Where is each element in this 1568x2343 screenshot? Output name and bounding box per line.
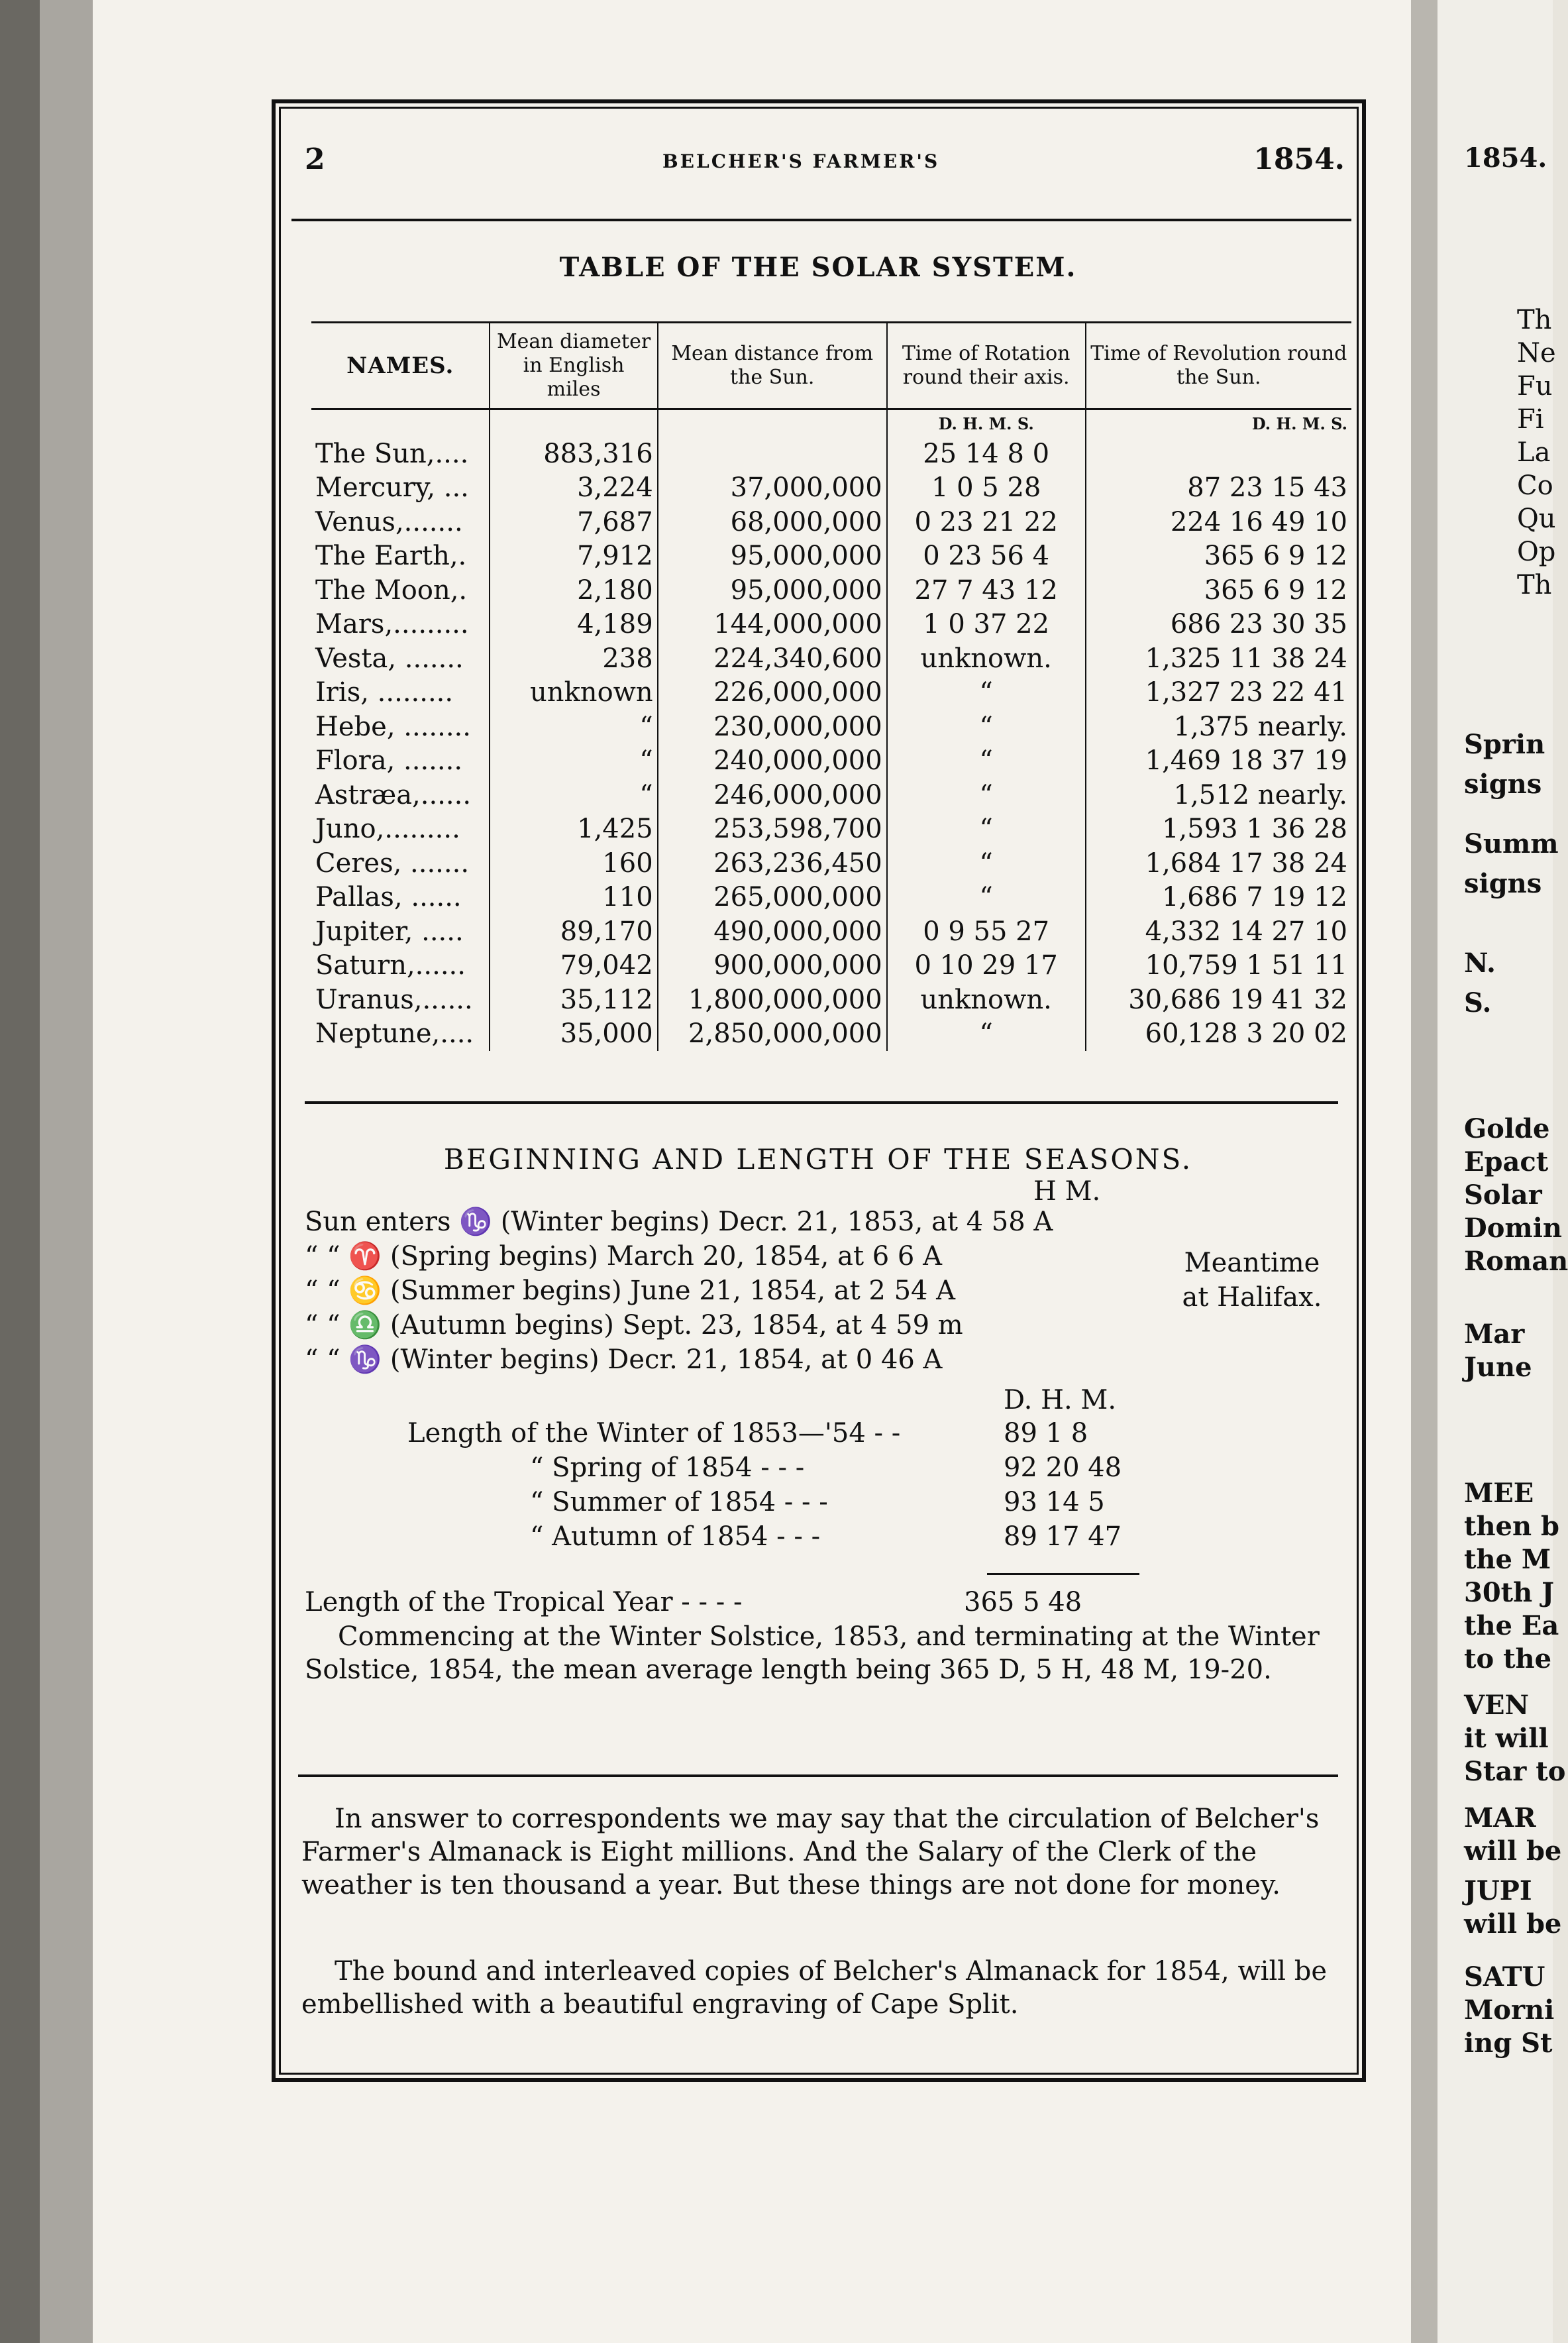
rotation-time: unknown. (887, 641, 1086, 676)
mean-distance: 490,000,000 (658, 914, 887, 949)
table-row (311, 676, 1351, 710)
solar-system-table (311, 321, 1351, 1051)
rotation-time: 25 14 8 0 (887, 437, 1086, 471)
season-length-label: “ Spring of 1854 - - - (530, 1452, 805, 1483)
planet-name: Astræa,...... (315, 779, 472, 810)
mean-diameter: 238 (490, 641, 657, 676)
mean-distance: 900,000,000 (658, 949, 887, 983)
revolution-time: 1,325 11 38 24 (1086, 641, 1351, 676)
mean-diameter: 160 (490, 846, 657, 881)
facing-page-fragment: then b (1464, 1511, 1559, 1542)
rotation-time: 27 7 43 12 (887, 573, 1086, 608)
rotation-time: “ (887, 881, 1086, 915)
facing-page-fragment: to the (1464, 1643, 1552, 1674)
planet-name: The Sun,.... (315, 438, 469, 469)
facing-page-fragment: will be (1464, 1835, 1562, 1867)
rule (298, 1774, 1338, 1777)
planet-name: Juno,......... (315, 814, 460, 845)
facing-page-fragment: Fi (1517, 404, 1544, 435)
planet-name: Mars,......... (315, 609, 469, 640)
mean-diameter: 3,224 (490, 471, 657, 506)
planet-name: Saturn,...... (315, 950, 466, 981)
season-entry: “ “ ♋ (Summer begins) June 21, 1854, at 2 54 A (305, 1276, 956, 1306)
notice-engraving: The bound and interleaved copies of Belcher's Almanack for 1854, will be embellished with a beautiful engraving of Cape Split. (301, 1956, 1328, 2020)
revolution-time: 1,469 18 37 19 (1086, 744, 1351, 779)
table-row (311, 437, 1351, 471)
planet-name: Neptune,.... (315, 1018, 474, 1050)
mean-diameter: 2,180 (490, 573, 657, 608)
season-length-label: Length of the Winter of 1853—'54 - - (407, 1418, 901, 1448)
table-row (311, 914, 1351, 949)
mean-diameter: 4,189 (490, 608, 657, 642)
season-length-label: “ Autumn of 1854 - - - (530, 1521, 821, 1552)
rule (305, 1101, 1338, 1104)
facing-page-fragment: Morni (1464, 1994, 1555, 2026)
revolution-time: 365 6 9 12 (1086, 539, 1351, 574)
mean-distance: 226,000,000 (658, 676, 887, 710)
notice-circulation: In answer to correspondents we may say that the circulation of Belcher's Farmer's Almanack is Eight millions. And the Salary of the Clerk of the weather is ten thousand a year. But these things are not done for money. (301, 1804, 1320, 1900)
rotation-time: 0 23 21 22 (887, 505, 1086, 539)
header-names: NAMES. (311, 323, 490, 409)
season-length-value: 92 20 48 (1004, 1452, 1122, 1483)
facing-page-fragment: VEN (1464, 1690, 1530, 1721)
rotation-time: “ (887, 744, 1086, 779)
season-entry: “ “ ♈ (Spring begins) March 20, 1854, at 6 6 A (305, 1241, 942, 1272)
solstice-note: Commencing at the Winter Solstice, 1853, and terminating at the Winter Solstice, 1854, the mean average length being 365 D, 5 H, 48 M, 19-20. (305, 1621, 1320, 1685)
table-row (311, 744, 1351, 779)
tropical-year-value: 365 5 48 (964, 1587, 1082, 1617)
rotation-time: “ (887, 778, 1086, 812)
running-head (305, 142, 1351, 182)
header-rotation: Time of Rotation round their axis. (887, 323, 1086, 409)
mean-distance: 230,000,000 (658, 710, 887, 744)
mean-distance: 68,000,000 (658, 505, 887, 539)
rule (291, 219, 1351, 221)
rotation-time: 0 9 55 27 (887, 914, 1086, 949)
mean-distance: 144,000,000 (658, 608, 887, 642)
hm-header: H M. (1033, 1176, 1101, 1207)
planet-name: Mercury, ... (315, 472, 469, 504)
rotation-time: “ (887, 1017, 1086, 1052)
table-row (311, 1017, 1351, 1052)
rotation-time: unknown. (887, 983, 1086, 1017)
facing-page-fragment: ing St (1464, 2028, 1553, 2059)
planet-name: The Earth,. (315, 541, 467, 572)
facing-page-fragment: La (1517, 437, 1551, 468)
mean-diameter: “ (490, 744, 657, 779)
meantime-note: Meantime at Halifax. (1182, 1248, 1322, 1313)
season-entry: “ “ ♎ (Autumn begins) Sept. 23, 1854, at 4 59 m (305, 1310, 963, 1340)
revolution-time: 30,686 19 41 32 (1086, 983, 1351, 1017)
season-entry: Sun enters ♑ (Winter begins) Decr. 21, 1853, at 4 58 A (305, 1207, 1053, 1237)
revolution-time: 1,375 nearly. (1086, 710, 1351, 744)
mean-diameter: 79,042 (490, 949, 657, 983)
rotation-time: “ (887, 812, 1086, 847)
table-row (311, 539, 1351, 574)
table-row (311, 983, 1351, 1017)
mean-diameter: 35,112 (490, 983, 657, 1017)
units-row (311, 409, 1351, 437)
revolution-time: 1,327 23 22 41 (1086, 676, 1351, 710)
mean-diameter: 7,912 (490, 539, 657, 574)
mean-distance: 95,000,000 (658, 573, 887, 608)
running-year: 1854. (1253, 142, 1345, 176)
rotation-time: “ (887, 676, 1086, 710)
revolution-time (1086, 437, 1351, 471)
facing-page-fragment: signs (1464, 769, 1542, 800)
facing-page-fragment: Sprin (1464, 729, 1545, 760)
planet-name: Venus,....... (315, 506, 463, 537)
scan-edge (0, 0, 40, 2343)
table-row (311, 471, 1351, 506)
table-row (311, 949, 1351, 983)
planet-name: The Moon,. (315, 574, 468, 606)
season-length-label: “ Summer of 1854 - - - (530, 1487, 828, 1517)
sum-rule (987, 1573, 1139, 1575)
table-row (311, 846, 1351, 881)
dhm-header: D. H. M. (1004, 1385, 1117, 1415)
season-length-value: 89 1 8 (1004, 1418, 1088, 1448)
planet-name: Ceres, ....... (315, 847, 470, 879)
revolution-time: 4,332 14 27 10 (1086, 914, 1351, 949)
tropical-year-label: Length of the Tropical Year - - - - (305, 1587, 743, 1617)
facing-page-fragment: MAR (1464, 1802, 1536, 1833)
revolution-time: 10,759 1 51 11 (1086, 949, 1351, 983)
running-title: BELCHER'S FARMER'S (662, 150, 940, 172)
revolution-time: 87 23 15 43 (1086, 471, 1351, 506)
revolution-time: 1,684 17 38 24 (1086, 846, 1351, 881)
table-row (311, 641, 1351, 676)
seasons-title: BEGINNING AND LENGTH OF THE SEASONS. (443, 1143, 1193, 1175)
facing-page-fragment: Fu (1517, 371, 1553, 402)
table-row (311, 812, 1351, 847)
facing-page-fragment: 30th J (1464, 1577, 1555, 1608)
facing-page-fragment: S. (1464, 987, 1492, 1018)
facing-page-fragment: MEE (1464, 1478, 1534, 1509)
facing-page-fragment: it will (1464, 1723, 1549, 1754)
table-title: TABLE OF THE SOLAR SYSTEM. (559, 252, 1077, 283)
mean-diameter: 89,170 (490, 914, 657, 949)
revolution-time: 1,593 1 36 28 (1086, 812, 1351, 847)
facing-page-fragment: Solar (1464, 1179, 1542, 1211)
mean-distance: 240,000,000 (658, 744, 887, 779)
facing-page-fragment: Ne (1517, 338, 1556, 368)
planet-name: Uranus,...... (315, 984, 473, 1015)
facing-page-fragment: N. (1464, 948, 1496, 979)
facing-page-year: 1854. (1464, 142, 1547, 174)
mean-diameter: unknown (490, 676, 657, 710)
mean-distance: 246,000,000 (658, 778, 887, 812)
mean-distance: 224,340,600 (658, 641, 887, 676)
header-diameter: Mean diameter in English miles (490, 323, 657, 409)
planet-name: Vesta, ....... (315, 643, 464, 674)
mean-diameter: “ (490, 778, 657, 812)
facing-page-fragment: the Ea (1464, 1610, 1559, 1641)
facing-page-fragment: Th (1517, 305, 1552, 335)
revolution-time: 224 16 49 10 (1086, 505, 1351, 539)
mean-distance: 2,850,000,000 (658, 1017, 887, 1052)
facing-page-fragment: Op (1517, 537, 1556, 567)
facing-page-fragment: SATU (1464, 1961, 1545, 1992)
mean-distance: 95,000,000 (658, 539, 887, 574)
planet-name: Flora, ....... (315, 745, 463, 777)
rotation-units: D. H. M. S. (887, 409, 1086, 437)
season-entry: “ “ ♑ (Winter begins) Decr. 21, 1854, at 0 46 A (305, 1344, 943, 1375)
facing-page (1437, 0, 1568, 2343)
mean-diameter: 7,687 (490, 505, 657, 539)
revolution-time: 686 23 30 35 (1086, 608, 1351, 642)
header-distance: Mean distance from the Sun. (658, 323, 887, 409)
header-revolution: Time of Revolution round the Sun. (1086, 323, 1351, 409)
facing-page-fragment: Epact (1464, 1146, 1549, 1177)
rotation-time: 1 0 5 28 (887, 471, 1086, 506)
table-row (311, 710, 1351, 744)
season-length-value: 93 14 5 (1004, 1487, 1105, 1517)
table-row (311, 881, 1351, 915)
facing-page-fragment: Roman (1464, 1246, 1568, 1277)
table-row (311, 608, 1351, 642)
facing-page-fragment: Th (1517, 570, 1552, 600)
facing-page-fragment: will be (1464, 1908, 1562, 1939)
facing-page-fragment: the M (1464, 1544, 1551, 1575)
season-length-value: 89 17 47 (1004, 1521, 1122, 1552)
rotation-time: 0 23 56 4 (887, 539, 1086, 574)
revolution-time: 60,128 3 20 02 (1086, 1017, 1351, 1052)
facing-page-fragment: Star to (1464, 1756, 1566, 1787)
rotation-time: 0 10 29 17 (887, 949, 1086, 983)
planet-name: Hebe, ........ (315, 711, 471, 742)
planet-name: Jupiter, ..... (315, 916, 464, 947)
rotation-time: “ (887, 710, 1086, 744)
page-number: 2 (305, 142, 325, 176)
planet-name: Pallas, ...... (315, 882, 462, 913)
facing-page-fragment: June (1464, 1352, 1532, 1383)
mean-distance (658, 437, 887, 471)
mean-distance: 263,236,450 (658, 846, 887, 881)
mean-diameter: 883,316 (490, 437, 657, 471)
mean-diameter: 35,000 (490, 1017, 657, 1052)
facing-page-fragment: Domin (1464, 1213, 1562, 1244)
table-row (311, 778, 1351, 812)
scan-margin (40, 0, 93, 2343)
mean-diameter: 110 (490, 881, 657, 915)
facing-page-fragment: Co (1517, 470, 1553, 501)
table-row (311, 573, 1351, 608)
rotation-time: 1 0 37 22 (887, 608, 1086, 642)
revolution-time: 1,512 nearly. (1086, 778, 1351, 812)
mean-distance: 1,800,000,000 (658, 983, 887, 1017)
facing-page-fragment: JUPI (1464, 1875, 1532, 1906)
facing-page-fragment: Summ (1464, 828, 1559, 859)
mean-distance: 37,000,000 (658, 471, 887, 506)
facing-page-fragment: Golde (1464, 1113, 1550, 1144)
facing-page-fragment: Qu (1517, 504, 1556, 534)
planet-name: Iris, ......... (315, 677, 454, 708)
page-gutter (1411, 0, 1437, 2343)
mean-diameter: “ (490, 710, 657, 744)
rotation-time: “ (887, 846, 1086, 881)
revolution-units: D. H. M. S. (1086, 409, 1351, 437)
mean-distance: 265,000,000 (658, 881, 887, 915)
facing-page-fragment: signs (1464, 868, 1542, 899)
table-row (311, 505, 1351, 539)
mean-diameter: 1,425 (490, 812, 657, 847)
revolution-time: 1,686 7 19 12 (1086, 881, 1351, 915)
facing-page-fragment: Mar (1464, 1319, 1525, 1350)
mean-distance: 253,598,700 (658, 812, 887, 847)
revolution-time: 365 6 9 12 (1086, 573, 1351, 608)
